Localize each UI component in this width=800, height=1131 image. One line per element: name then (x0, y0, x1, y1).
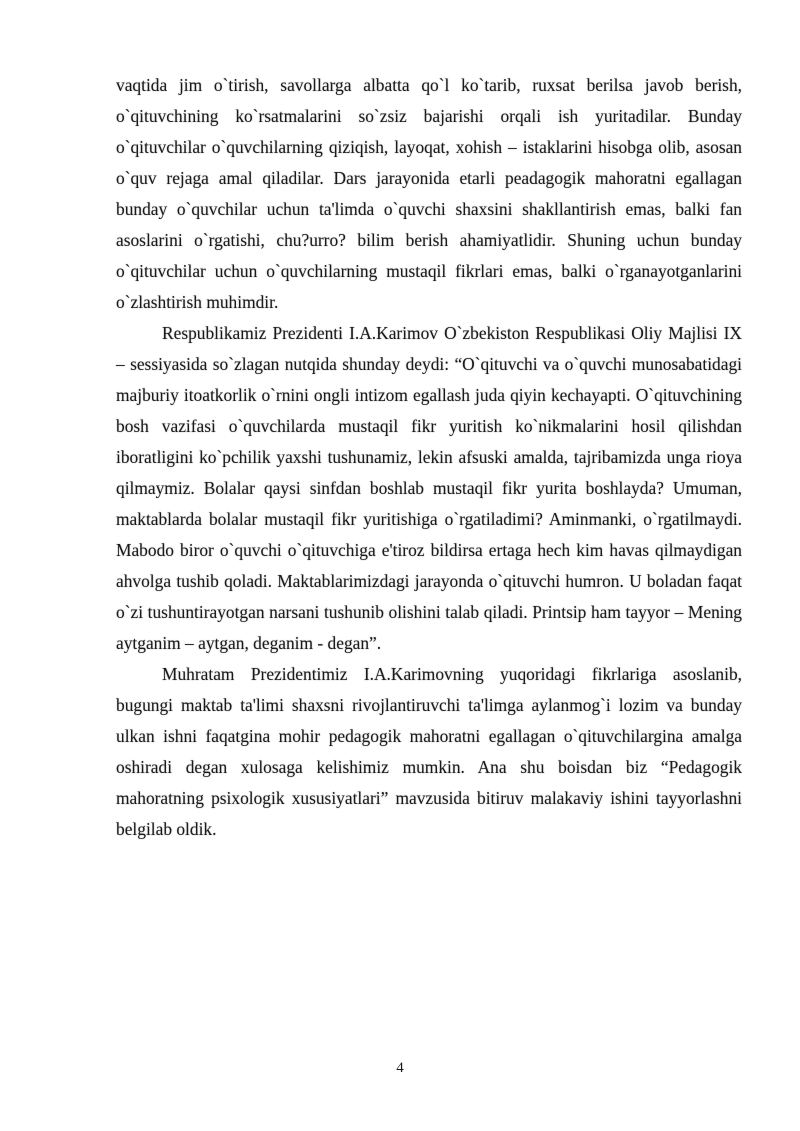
page-number: 4 (396, 1060, 404, 1076)
paragraph-conclusion: Muhratam Prezidentimiz I.A.Karimovning yuqoridagi fikrlariga asoslanib, bugungi maktab ta'limi shaxsni rivojlantiruvchi ta'limga aylanmog`i lozim va bunday ulkan ishni faqatgina mohir pedagogik mahoratni egallagan o`qituvchilargina amalga oshiradi degan xulosaga kelishimiz mumkin. Ana shu boisdan biz “Pedagogik mahoratning psixologik xususiyatlari” mavzusida bitiruv malakaviy ishini tayyorlashni belgilab oldik. (116, 664, 742, 839)
document-body (116, 70, 742, 845)
paragraph-president-quote: Respublikamiz Prezidenti I.A.Karimov O`zbekiston Respublikasi Oliy Majlisi IX – sessiyasida so`zlagan nutqida shunday deydi: “O`qituvchi va o`quvchi munosabatidagi majburiy itoatkorlik o`rnini ongli intizom egallash juda qiyin kechayapti. O`qituvchining bosh vazifasi o`quvchilarda mustaqil fikr yuritish ko`nikmalarini hosil qilishdan iboratligini ko`pchilik yaxshi tushunamiz, lekin afsuski amalda, tajribamizda unga rioya qilmaymiz. Bolalar qaysi sinfdan boshlab mustaqil fikr yurita boshlayda? Umuman, maktablarda bolalar mustaqil fikr yuritishiga o`rgatiladimi? Aminmanki, o`rgatilmaydi. Mabodo biror o`quvchi o`qituvchiga e'tiroz bildirsa ertaga hech kim havas qilmaydigan ahvolga tushib qoladi. Maktablarimizdagi jarayonda o`qituvchi humron. U boladan faqat o`zi tushuntirayotgan narsani tushunib olishini talab qiladi. Printsip ham tayyor – Mening aytganim – aytgan, deganim - degan”. (116, 323, 742, 653)
paragraph-continuation: vaqtida jim o`tirish, savollarga albatta qo`l ko`tarib, ruxsat berilsa javob berish, o`qituvchining ko`rsatmalarini so`zsiz bajarishi orqali ish yuritadilar. Bunday o`qituvchilar o`quvchilarning qiziqish, layoqat, xohish – istaklarini hisobga olib, asosan o`quv rejaga amal qiladilar. Dars jarayonida etarli peadagogik mahoratni egallagan bunday o`quvchilar uchun ta'limda o`quvchi shaxsini shakllantirish emas, balki fan asoslarini o`rgatishi, chu?urro? bilim berish ahamiyatlidir. Shuning uchun bunday o`qituvchilar uchun o`quvchilarning mustaqil fikrlari emas, balki o`rganayotganlarini o`zlashtirish muhimdir. (116, 75, 742, 312)
